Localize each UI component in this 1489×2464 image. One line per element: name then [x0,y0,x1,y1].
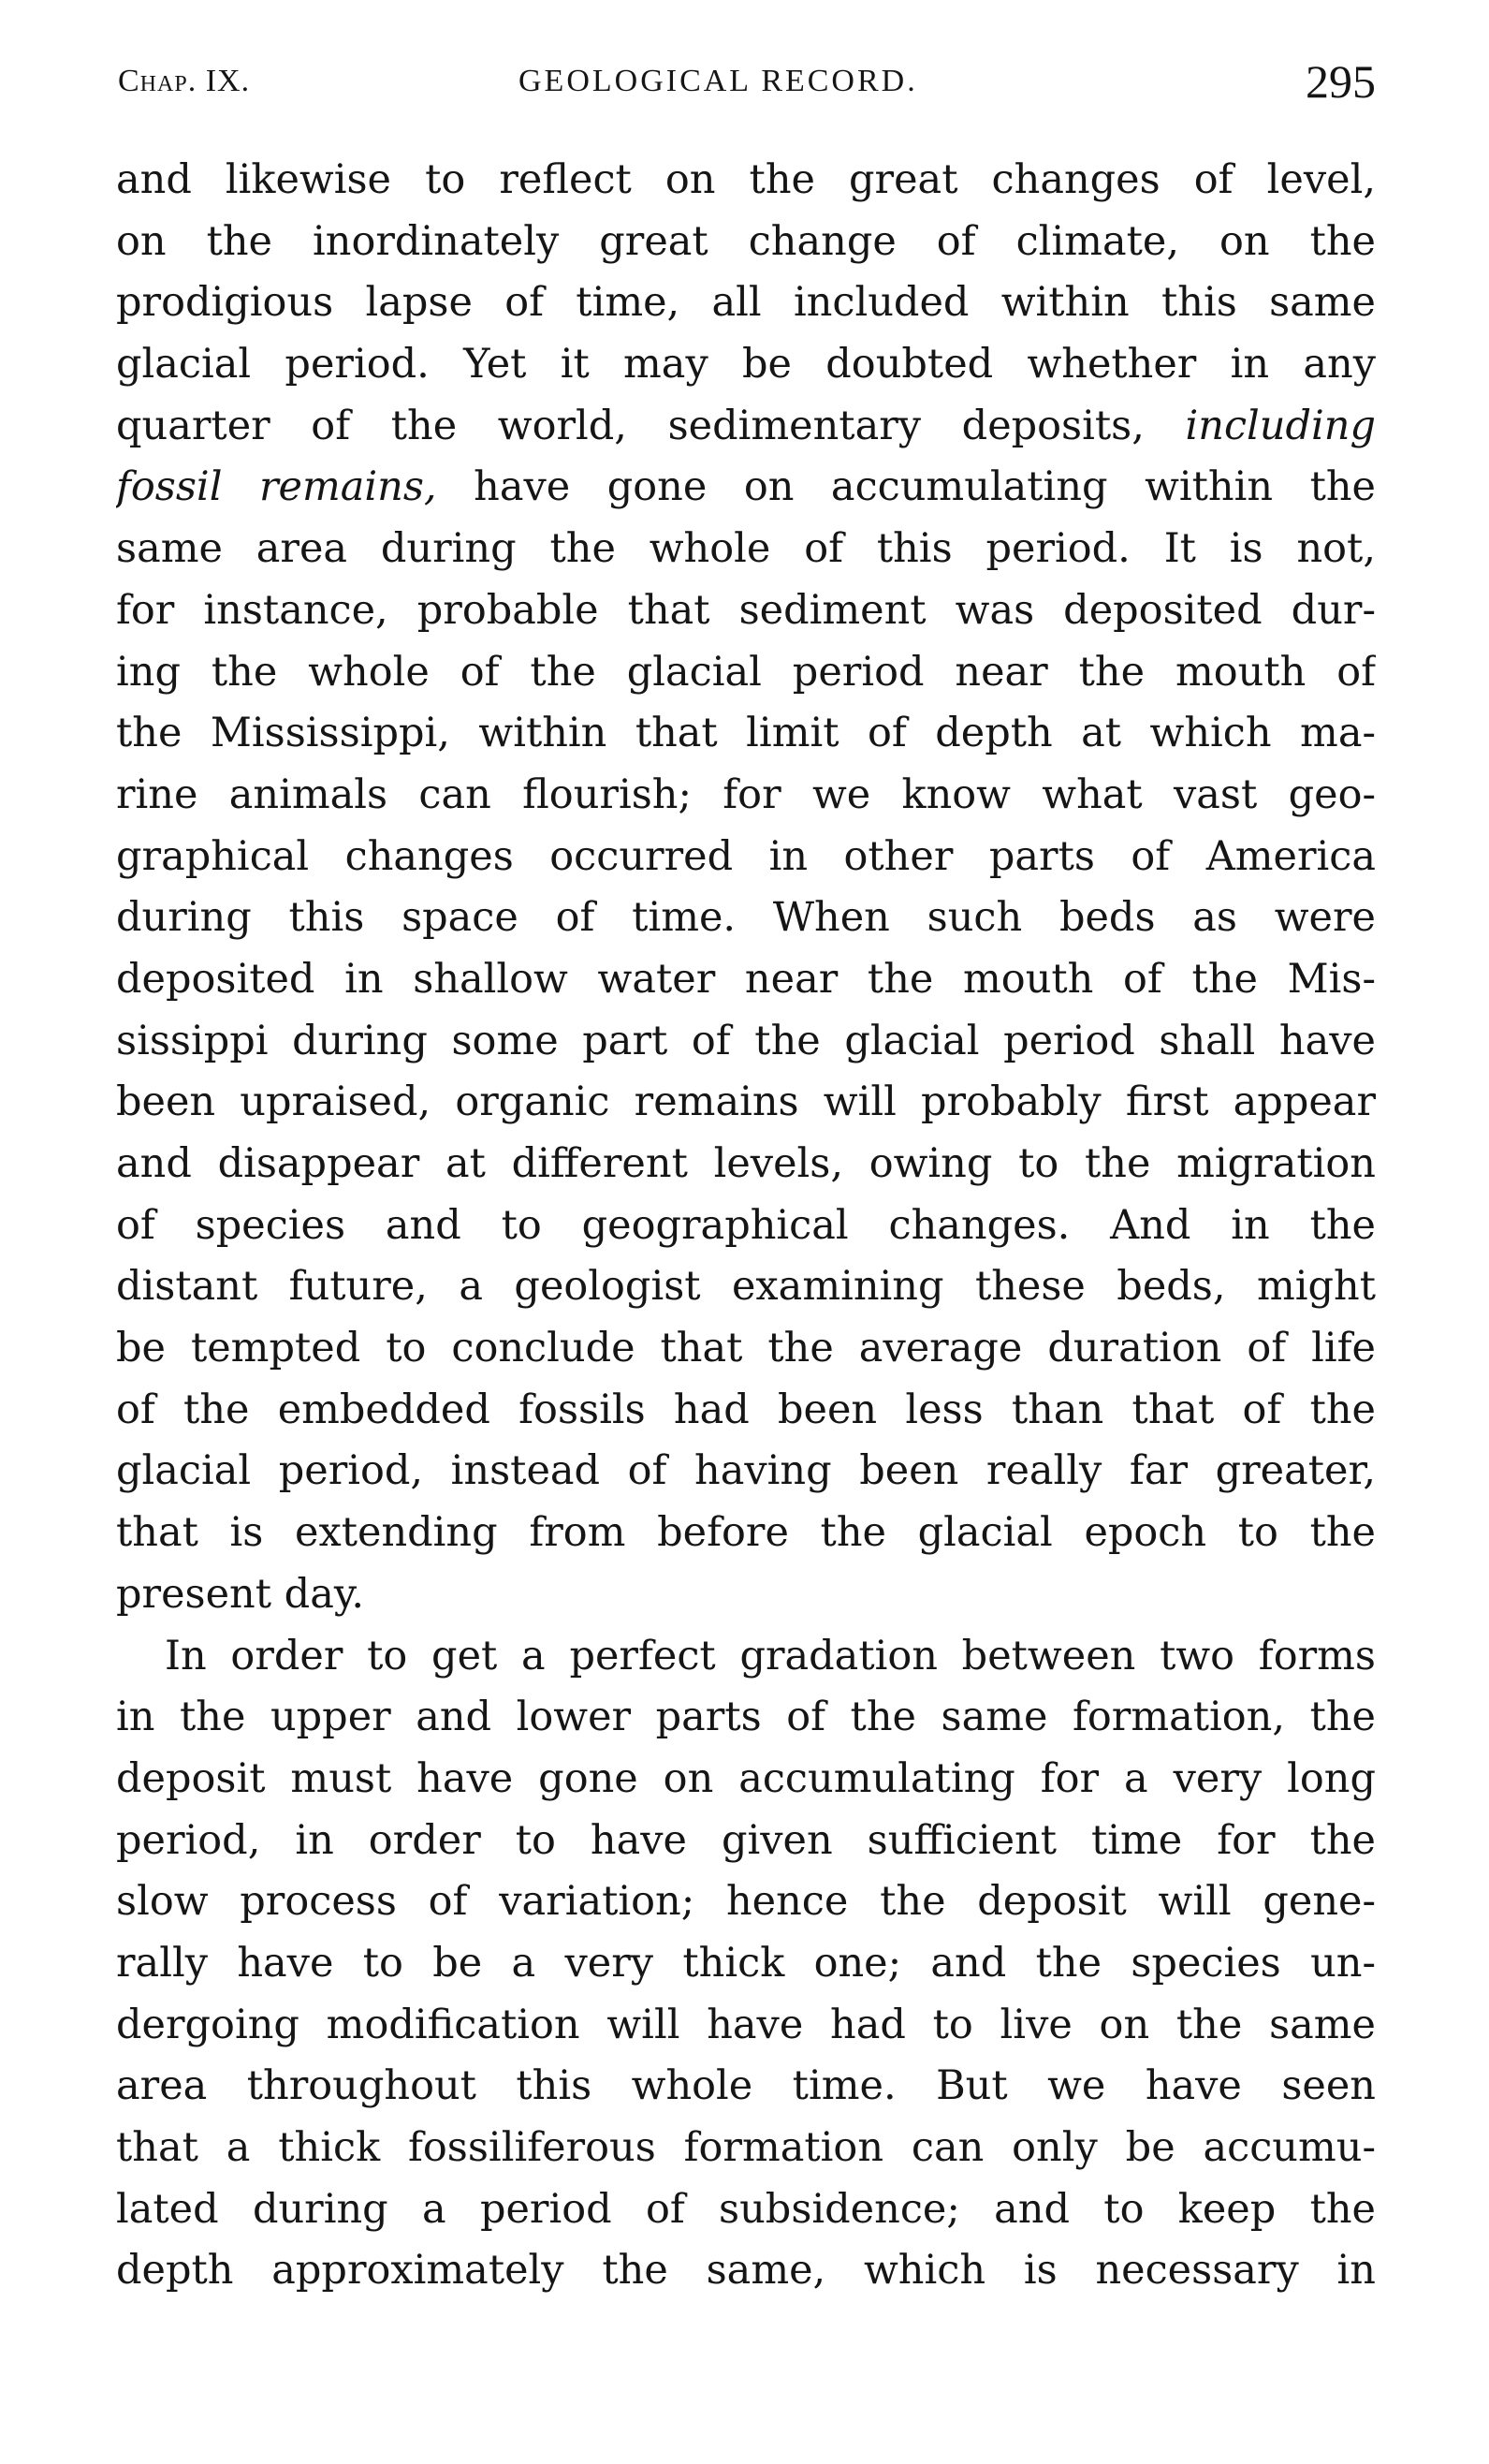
text-line: the Mississippi, within that limit of depth at which ma- [116,710,1376,757]
text-line: sissippi during some part of the glacial period shall have [116,1017,1376,1064]
text-line: of species and to geographical changes. And in the [116,1201,1376,1249]
text-line: during this space of time. When such beds as were [116,894,1376,942]
text-line: that a thick fossiliferous formation can only be accumu- [116,2124,1376,2171]
text-line: been upraised, organic remains will probably first appear [116,1078,1376,1126]
text-line: ing the whole of the glacial period near the mouth of [116,648,1376,696]
text-segment: quarter of the world, sedimentary deposits, [116,402,1145,449]
running-title: GEOLOGICAL RECORD. [518,64,918,98]
text-line: present day. [116,1570,365,1618]
text-line: lated during a period of subsidence; and to keep the [116,2185,1376,2233]
chapter-label: Chap. IX. [118,64,251,98]
paragraph-1 [116,150,1376,1626]
text-line: deposit must have gone on accumulating for a very long [116,1754,1376,1802]
text-line: distant future, a geologist examining these beds, might [116,1263,1376,1311]
text-line: on the inordinately great change of climate, on the [116,217,1376,265]
text-line: be tempted to conclude that the average duration of life [116,1325,1376,1372]
text-line: of the embedded fossils had been less than that of the [116,1386,1376,1433]
text-line: slow process of variation; hence the deposit will gene- [116,1878,1376,1926]
italic-text: fossil remains, [116,463,437,511]
text-segment: have gone on accumulating within the [474,463,1376,511]
text-line: that is extending from before the glacial epoch to the [116,1509,1376,1557]
text-line: same area during the whole of this period. It is not, [116,525,1376,573]
text-line: glacial period. Yet it may be doubted whether in any [116,341,1376,389]
text-line: rine animals can flourish; for we know what vast geo- [116,770,1376,818]
italic-text: including [1185,402,1376,449]
text-line: depth approximately the same, which is necessary in [116,2247,1376,2295]
text-line: period, in order to have given sufficient time for the [116,1816,1376,1864]
book-page [116,54,1376,2302]
text-line: and disappear at different levels, owing to the migration [116,1140,1376,1187]
body-text [116,150,1376,2302]
text-line [116,396,1376,458]
text-line [116,457,1376,519]
text-line: prodigious lapse of time, all included within this same [116,279,1376,327]
text-line: for instance, probable that sediment was deposited dur- [116,586,1376,634]
text-line: glacial period, instead of having been really far greater, [116,1447,1376,1495]
text-line: rally have to be a very thick one; and the species un- [116,1939,1376,1987]
paragraph-2 [116,1626,1376,2303]
text-line: area throughout this whole time. But we have seen [116,2062,1376,2110]
text-line: graphical changes occurred in other parts of America [116,832,1376,880]
text-line: and likewise to reflect on the great changes of level, [116,156,1376,203]
page-number: 295 [1306,55,1376,108]
text-line: deposited in shallow water near the mouth of the Mis- [116,955,1376,1003]
text-line: dergoing modification will have had to live on the same [116,2001,1376,2048]
text-line: in the upper and lower parts of the same formation, the [116,1694,1376,1741]
page-header [116,54,1376,116]
text-line: In order to get a perfect gradation between two forms [165,1632,1376,1679]
